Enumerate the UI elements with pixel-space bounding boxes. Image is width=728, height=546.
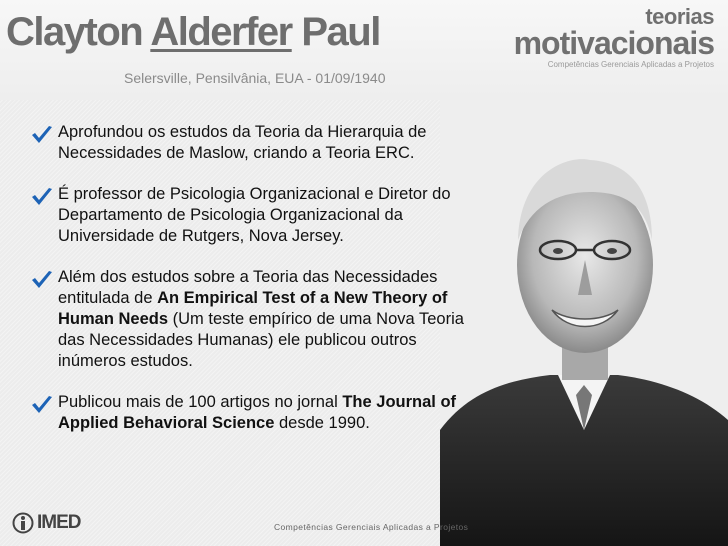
footer-text: Competências Gerenciais Aplicadas a Projetos bbox=[274, 522, 469, 532]
bullet-text: Aprofundou os estudos da Teoria da Hierarquia de Necessidades de Maslow, criando a Teoria ERC. bbox=[58, 123, 427, 162]
imed-logo-icon bbox=[12, 512, 34, 534]
page-title bbox=[6, 10, 380, 55]
bullet-text bbox=[58, 392, 482, 434]
check-icon bbox=[30, 124, 54, 146]
list-item bbox=[30, 267, 482, 372]
bullet-text-part: Publicou mais de 100 artigos no jornal bbox=[58, 393, 343, 411]
bullet-text-part: desde 1990. bbox=[274, 414, 370, 432]
bullet-text-part: (Um teste empírico de uma Nova Teoria das Necessidades Humanas) ele publicou outros inúmeros estudos. bbox=[58, 310, 464, 370]
brand-block bbox=[514, 6, 714, 69]
list-item bbox=[30, 184, 482, 247]
brand-top: teorias bbox=[645, 4, 714, 29]
list-item bbox=[30, 122, 482, 164]
check-icon bbox=[30, 394, 54, 416]
bullet-text-part: Além dos estudos sobre a Teoria das Necessidades entitulada de bbox=[58, 268, 438, 307]
bullet-text bbox=[58, 267, 482, 372]
portrait-photo bbox=[440, 100, 728, 546]
list-item bbox=[30, 392, 482, 434]
bullet-list bbox=[30, 122, 482, 454]
logo-text: IMED bbox=[37, 512, 81, 533]
imed-logo bbox=[12, 512, 81, 534]
check-icon bbox=[30, 186, 54, 208]
title-first-name: Clayton bbox=[6, 10, 143, 54]
bullet-text: É professor de Psicologia Organizacional e Diretor do Departamento de Psicologia Organizacional da Universidade de Rutgers, Nova Jersey. bbox=[58, 185, 451, 245]
subtitle: Selersville, Pensilvânia, EUA - 01/09/1940 bbox=[124, 70, 386, 86]
journal-title: The Journal of Applied Behavioral Science bbox=[58, 393, 457, 432]
title-last-name: Paul bbox=[301, 10, 380, 54]
title-middle-name: Alderfer bbox=[150, 10, 292, 54]
brand-main: motivacionais bbox=[513, 25, 714, 61]
book-title: An Empirical Test of a New Theory of Human Needs bbox=[58, 289, 448, 328]
check-icon bbox=[30, 269, 54, 291]
brand-tagline: Competências Gerenciais Aplicadas a Projetos bbox=[547, 60, 714, 69]
